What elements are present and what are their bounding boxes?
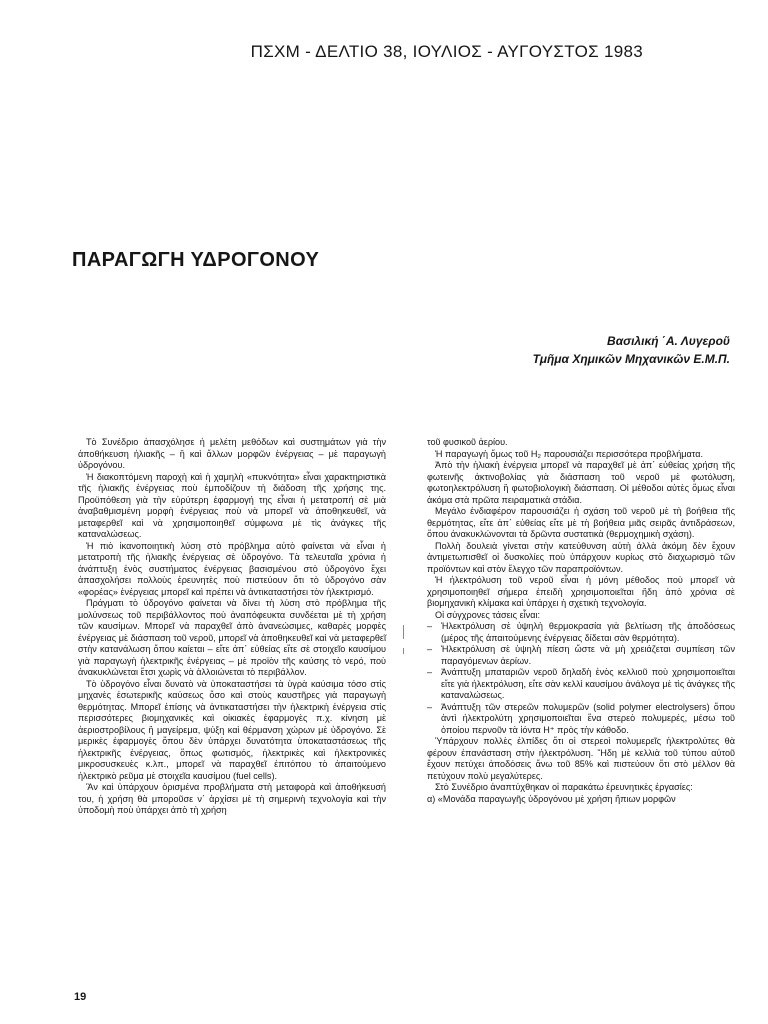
list-item: – Ἀνάπτυξη τῶν στερεῶν πολυμερῶν (solid polymer electrolysers) ὅπου ἀντὶ ἠλεκτρολύτη χρησιμοποιεῖται ἕνα στερεὸ πολυμερές, μέσω τοῦ ὁποίου περνοῦν τὰ ἰόντα H⁺ πρὸς τὴν κάθοδο. [427, 702, 735, 737]
paragraph: Οἱ σύγχρονες τάσεις εἶναι: [435, 609, 541, 620]
gutter-mark [403, 648, 404, 654]
paragraph: Πράγματι τὸ ὑδρογόνο φαίνεται νὰ δίνει τὴ λύση στὸ πρόβλημα τῆς μολύνσεως τοῦ περιβάλλοντος ποὺ ἀναπόφευκτα συνδέεται μὲ τὴ χρήση τῶν καυσίμων. Μπορεῖ νὰ παραχθεῖ ἀπὸ ἀνανεώσιμες, καθαρὲς μορφὲς ἐνέργειας μὲ διάσπαση τοῦ νεροῦ, μπορεῖ νὰ ἀποθηκευθεῖ καὶ νὰ μεταφερθεῖ στὴν κατανάλωση ὅπου καίεται – εἴτε ἀπ΄ εὐθείας εἴτε σὲ στοιχεῖο καυσίμου γιὰ παραγωγὴ ἠλεκτρικῆς ἐνέργειας – μὲ προϊὸν τῆς καύσης τὸ νερό, ποὺ ἀνακυκλώνεται ἔτσι χωρὶς νὰ ἀλλοιώνεται τὸ περιβάλλον. [78, 598, 386, 677]
page-number: 19 [74, 991, 87, 1003]
gutter-mark [403, 625, 404, 639]
paragraph: Ἡ ἠλεκτρόλυση τοῦ νεροῦ εἶναι ἡ μόνη μέθοδος ποὺ μπορεῖ νὰ χρησιμοποιηθεῖ σήμερα ἐπειδὴ χρησιμοποιεῖται ἤδη ἀπὸ χρόνια σὲ βιομηχανικὴ κλίμακα καὶ ὑπάρχει ἡ σχετικὴ τεχνολογία. [427, 575, 735, 608]
running-header: ΠΣΧΜ - ΔΕΛΤΙΟ 38, ΙΟΥΛΙΟΣ - ΑΥΓΟΥΣΤΟΣ 1983 [250, 42, 643, 61]
paragraph: Τὸ Συνέδριο ἀπασχόλησε ἡ μελέτη μεθόδων καὶ συστημάτων γιὰ τὴν ἀποθήκευση ἡλιακῆς – ἢ καὶ ἄλλων μορφῶν ἐνέργειας – μὲ παραγωγὴ ὑδρογόνου. [78, 437, 386, 470]
paragraph: Ἀπὸ τὴν ἡλιακὴ ἐνέργεια μπορεῖ νὰ παραχθεῖ μὲ ἀπ΄ εὐθείας χρήση τῆς φωτεινῆς ἀκτινοβολίας γιὰ διάσπαση τοῦ νεροῦ μὲ φωτόλυση, φωτοηλεκτρόλυση ἢ φωτοβιολογικὴ διάσπαση. Οἱ μέθοδοι αὐτὲς ὅμως εἶναι ἀκόμα στὰ πρῶτα πειραματικὰ στάδια. [427, 460, 735, 505]
paragraph: Ἡ πιὸ ἱκανοποιητικὴ λύση στὸ πρόβλημα αὐτὸ φαίνεται νὰ εἶναι ἡ μετατροπὴ τῆς ἡλιακῆς ἐνέργειας σὲ ὑδρογόνο. Τὰ τελευταῖα χρόνια ἡ ἀνάπτυξη ἑνὸς συστήματος ἐνέργειας βασισμένου στὸ ὑδρογόνο ἔχει ἀπασχολήσει πολλοὺς ἐρευνητὲς ποὺ πιστεύουν ὅτι τὸ ὑδρογόνο σὰν «φορέας» ἐνέργειας μπορεῖ καὶ πρέπει νὰ ἀντικαταστήσει τὸν ἠλεκτρισμό. [78, 540, 386, 597]
author-affiliation: Τμῆμα Χημικῶν Μηχανικῶν Ε.Μ.Π. [532, 352, 730, 366]
article-title: ΠΑΡΑΓΩΓΗ ΥΔΡΟΓΟΝΟΥ [72, 249, 320, 271]
left-column [78, 437, 386, 817]
list-item: – Ἠλεκτρόλυση σὲ ὑψηλὴ πίεση ὥστε νὰ μὴ χρειάζεται συμπίεση τῶν παραγόμενων ἀερίων. [427, 644, 735, 667]
author-name: Βασιλική ΄Α. Λυγεροῦ [607, 334, 730, 348]
paragraph: Στὸ Συνέδριο ἀναπτύχθηκαν οἱ παρακάτω ἐρευνητικὲς ἐργασίες: [435, 782, 693, 792]
paragraph: Τὸ ὑδρογόνο εἶναι δυνατὸ νὰ ὑποκαταστήσει τὰ ὑγρὰ καύσιμα τόσο στὶς μηχανὲς ἐσωτερικῆς καύσεως ὅσο καὶ στοὺς καυστῆρες γιὰ παραγωγὴ θερμότητας. Μπορεῖ ἐπίσης νὰ ἀντικαταστήσει τὴν ἠλεκτρικὴ ἐνέργεια στὶς περισσότερες βιομηχανικὲς καὶ οἰκιακὲς ἐφαρμογὲς π.χ. κίνηση μὲ ἀεριοστροβίλους ἢ μαγείρεμα, ψύξη καὶ θέρμανση χώρων μὲ ὑδρογόνο. Σὲ μερικὲς ἐφαρμογὲς ὅπου δὲν ὑπάρχει δυνατότητα ὑποκαταστάσεως τῆς ἠλεκτρικῆς ἐνέργειας, ὅπως φωτισμός, ἠλεκτρικὲς καὶ ἠλεκτρονικὲς μικροσυσκευὲς κ.λπ., μπορεῖ νὰ παραχθεῖ ἐπιτόπου τὸ ἀπαιτούμενο ἠλεκτρικὸ ρεῦμα μὲ στοιχεῖα καυσίμου (fuel cells). [78, 678, 386, 781]
paragraph: Μεγάλο ἐνδιαφέρον παρουσιάζει ἡ σχάση τοῦ νεροῦ μὲ τὴ βοήθεια τῆς θερμότητας, εἴτε ἀπ΄ εὐθείας εἴτε μὲ τὴ βοήθεια μιᾶς σειρᾶς ἀντιδράσεων, ὅπου ἀνακυκλώνονται τὰ δρῶντα συστατικὰ (θερμοχημικὴ σχάση). [427, 506, 735, 539]
paragraph: Πολλὴ δουλειὰ γίνεται στὴν κατεύθυνση αὐτὴ ἀλλὰ ἀκόμη δὲν ἔχουν ἀντιμετωπισθεῖ οἱ δυσκολίες ποὺ ὑπάρχουν κυρίως στὸ διαχωρισμὸ τῶν προϊόντων καὶ στὸν ἔλεγχο τῶν παραπροϊόντων. [427, 540, 735, 574]
paragraph: Ἂν καὶ ὑπάρχουν ὁρισμένα προβλήματα στὴ μεταφορὰ καὶ ἀποθήκευσή του, ἡ χρήση θὰ μποροῦσε ν΄ ἀρχίσει μὲ τὴ σημερινὴ τεχνολογία καὶ τὴν ὑποδομὴ ποὺ ὑπάρχει ἀπὸ τὴ χρήση [78, 782, 386, 815]
list-item: – Ἠλεκτρόλυση σὲ ὑψηλὴ θερμοκρασία γιὰ βελτίωση τῆς ἀποδόσεως (μέρος τῆς ἀπαιτούμενης ἐνέργειας δίδεται σὰν θερμότητα). [427, 621, 735, 644]
right-column [427, 437, 735, 805]
list-item: – Ἀνάπτυξη μπαταριῶν νεροῦ δηλαδὴ ἑνὸς κελλιοῦ ποὺ χρησιμοποιεῖται εἴτε γιὰ ἠλεκτρόλυση, εἴτε σὰν κελλὶ καυσίμου ἀνάλογα μὲ τὶς ἀνάγκες τῆς καταναλώσεως. [427, 667, 735, 702]
paragraph-continuation: τοῦ φυσικοῦ ἀερίου. [427, 437, 508, 447]
paragraph: Ὑπάρχουν πολλὲς ἐλπίδες ὅτι οἱ στερεοὶ πολυμερεῖς ἠλεκτρολύτες θὰ φέρουν ἐπανάσταση στὴν ἠλεκτρόλυση. Ἤδη μὲ κελλιὰ τοῦ τύπου αὐτοῦ ἔχουν πετύχει ἀποδόσεις ἄνω τοῦ 85% καὶ πιστεύουν ὅτι στὸ μέλλον θὰ πετύχουν πολὺ μεγαλύτερες. [427, 736, 735, 781]
paragraph: Ἡ διακοπτόμενη παροχὴ καὶ ἡ χαμηλὴ «πυκνότητα» εἶναι χαρακτηριστικὰ τῆς ἡλιακῆς ἐνέργειας ποὺ ἐμποδίζουν τὴ διάδοση τῆς χρήσης της. Προϋπόθεση γιὰ τὴν εὐρύτερη ἐφαρμογή της εἶναι ἡ μετατροπή σὲ μιὰ ἀναβαθμισμένη μορφὴ ἐνέργειας ποὺ νὰ μπορεῖ νὰ ἀποθηκευθεῖ, νὰ μεταφερθεῖ καὶ νὰ χρησιμοποιηθεῖ σύμφωνα μὲ τὶς ἀνάγκες τῆς καταναλώσεως. [78, 471, 386, 539]
paragraph: Ἡ παραγωγὴ ὅμως τοῦ H₂ παρουσιάζει περισσότερα προβλήματα. [435, 448, 704, 459]
list-item: α) «Μονάδα παραγωγῆς ὑδρογόνου μὲ χρήση ἤπιων μορφῶν [427, 793, 676, 804]
author-block [533, 332, 730, 368]
research-list [427, 794, 735, 806]
trends-list [427, 621, 735, 736]
